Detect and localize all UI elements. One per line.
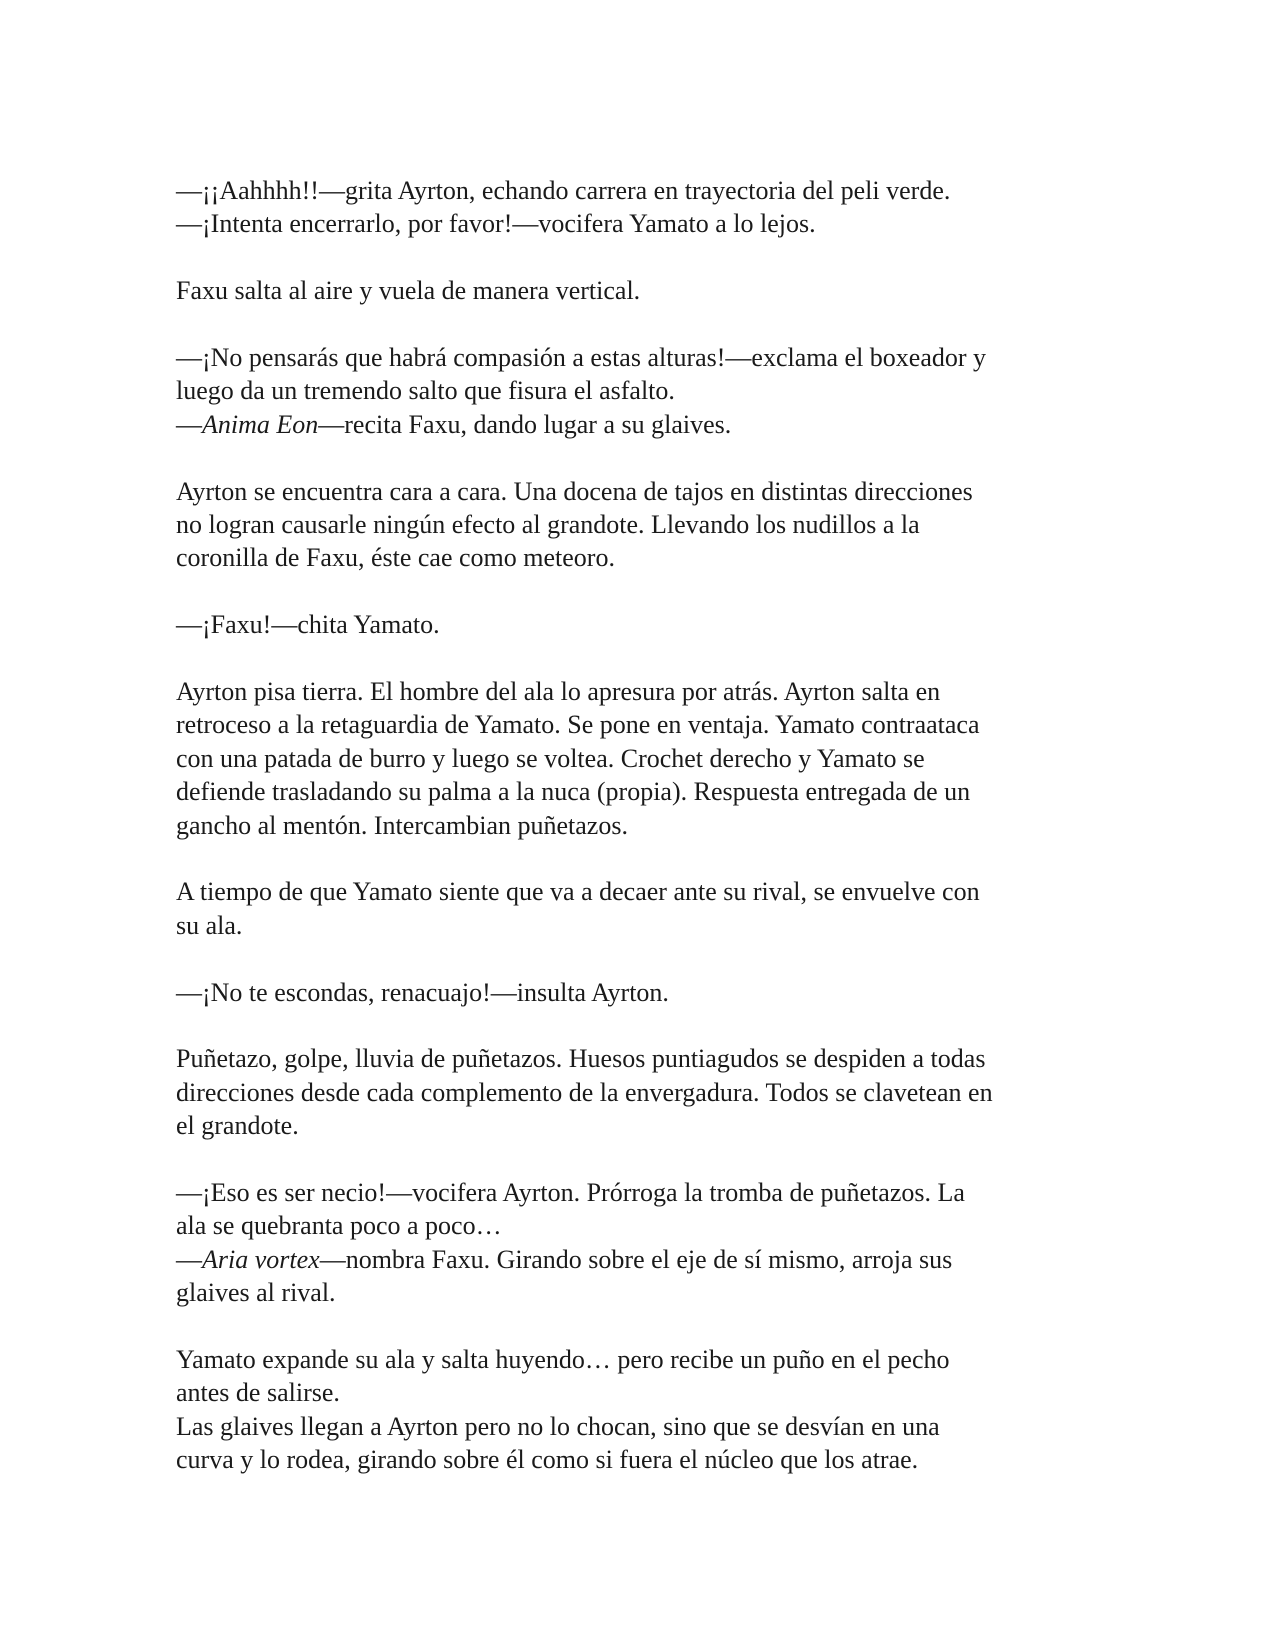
text-segment: Faxu salta al aire y vuela de manera vertical. [176, 276, 641, 306]
text-segment: Ayrton se encuentra cara a cara. Una docena de tajos en distintas direcciones [176, 476, 973, 506]
text-line [176, 1176, 1096, 1209]
paragraph [176, 174, 1096, 241]
text-segment: —recita Faxu, dando lugar a su glaives. [318, 409, 732, 439]
text-segment: con una patada de burro y luego se voltea. Crochet derecho y Yamato se [176, 743, 925, 773]
paragraph [176, 274, 1096, 307]
paragraph [176, 675, 1096, 842]
text-segment: curva y lo rodea, girando sobre él como si fuera el núcleo que los atrae. [176, 1445, 919, 1475]
text-line [176, 1042, 1096, 1075]
text-line [176, 541, 1096, 574]
text-segment: defiende trasladando su palma a la nuca (propia). Respuesta entregada de un [176, 777, 971, 807]
paragraph [176, 1042, 1096, 1142]
text-segment: —¡¡Aahhhh!!—grita Ayrton, echando carrera en trayectoria del peli verde. [176, 176, 951, 205]
text-line [176, 742, 1096, 775]
italic-text-segment: Aria vortex [202, 1244, 320, 1274]
text-line [176, 1209, 1096, 1242]
text-segment: —¡No pensarás que habrá compasión a estas alturas!—exclama el boxeador y [176, 343, 987, 372]
text-line [176, 1243, 1096, 1276]
paragraph [176, 976, 1096, 1009]
text-segment: — [176, 409, 202, 439]
text-segment: direcciones desde cada complemento de la envergadura. Todos se clavetean en [176, 1077, 993, 1107]
text-line [176, 408, 1096, 441]
text-segment: —¡Faxu!—chita Yamato. [176, 610, 440, 640]
text-segment: Las glaives llegan a Ayrton pero no lo chocan, sino que se desvían en una [176, 1411, 940, 1441]
paragraph [176, 1343, 1096, 1477]
text-segment: antes de salirse. [176, 1378, 340, 1408]
text-line [176, 207, 1096, 240]
text-line [176, 1443, 1096, 1476]
text-line [176, 1109, 1096, 1142]
paragraph [176, 608, 1096, 641]
text-line [176, 608, 1096, 641]
paragraph [176, 875, 1096, 942]
text-line [176, 1410, 1096, 1443]
text-segment: — [176, 1244, 202, 1274]
text-line [176, 909, 1096, 942]
text-line [176, 976, 1096, 1009]
text-line [176, 775, 1096, 808]
text-line [176, 341, 1096, 374]
text-line [176, 374, 1096, 407]
text-segment: —¡No te escondas, renacuajo!—insulta Ayrton. [176, 977, 669, 1007]
text-segment: —¡Eso es ser necio!—vocifera Ayrton. Prórroga la tromba de puñetazos. La [176, 1178, 965, 1208]
text-line [176, 675, 1096, 708]
text-segment: Yamato expande su ala y salta huyendo… pero recibe un puño en el pecho [176, 1345, 950, 1375]
text-segment: Puñetazo, golpe, lluvia de puñetazos. Huesos puntiagudos se despiden a todas [176, 1044, 986, 1074]
text-line [176, 508, 1096, 541]
text-line [176, 1276, 1096, 1309]
text-line [176, 1076, 1096, 1109]
paragraph [176, 1176, 1096, 1310]
paragraph [176, 341, 1096, 441]
text-segment: no logran causarle ningún efecto al grandote. Llevando los nudillos a la [176, 510, 920, 540]
text-line [176, 1343, 1096, 1376]
text-line [176, 809, 1096, 842]
text-line [176, 875, 1096, 908]
text-segment: luego da un tremendo salto que fisura el asfalto. [176, 376, 675, 406]
text-segment: su ala. [176, 910, 243, 940]
text-segment: coronilla de Faxu, éste cae como meteoro. [176, 543, 615, 573]
text-line [176, 475, 1096, 508]
text-segment: Ayrton pisa tierra. El hombre del ala lo apresura por atrás. Ayrton salta en [176, 677, 941, 707]
text-segment: retroceso a la retaguardia de Yamato. Se pone en ventaja. Yamato contraataca [176, 710, 980, 740]
text-segment: el grandote. [176, 1111, 299, 1141]
text-segment: —¡Intenta encerrarlo, por favor!—vocifera Yamato a lo lejos. [176, 209, 816, 239]
text-line [176, 1376, 1096, 1409]
text-line [176, 274, 1096, 307]
paragraph [176, 475, 1096, 575]
text-segment: glaives al rival. [176, 1278, 336, 1308]
italic-text-segment: Anima Eon [202, 409, 319, 439]
document-page [176, 174, 1096, 1510]
text-segment: A tiempo de que Yamato siente que va a decaer ante su rival, se envuelve con [176, 877, 980, 907]
text-segment: gancho al mentón. Intercambian puñetazos. [176, 810, 628, 840]
text-line [176, 174, 1096, 207]
text-segment: —nombra Faxu. Girando sobre el eje de sí mismo, arroja sus [319, 1244, 953, 1274]
text-segment: ala se quebranta poco a poco… [176, 1211, 502, 1241]
text-line [176, 708, 1096, 741]
